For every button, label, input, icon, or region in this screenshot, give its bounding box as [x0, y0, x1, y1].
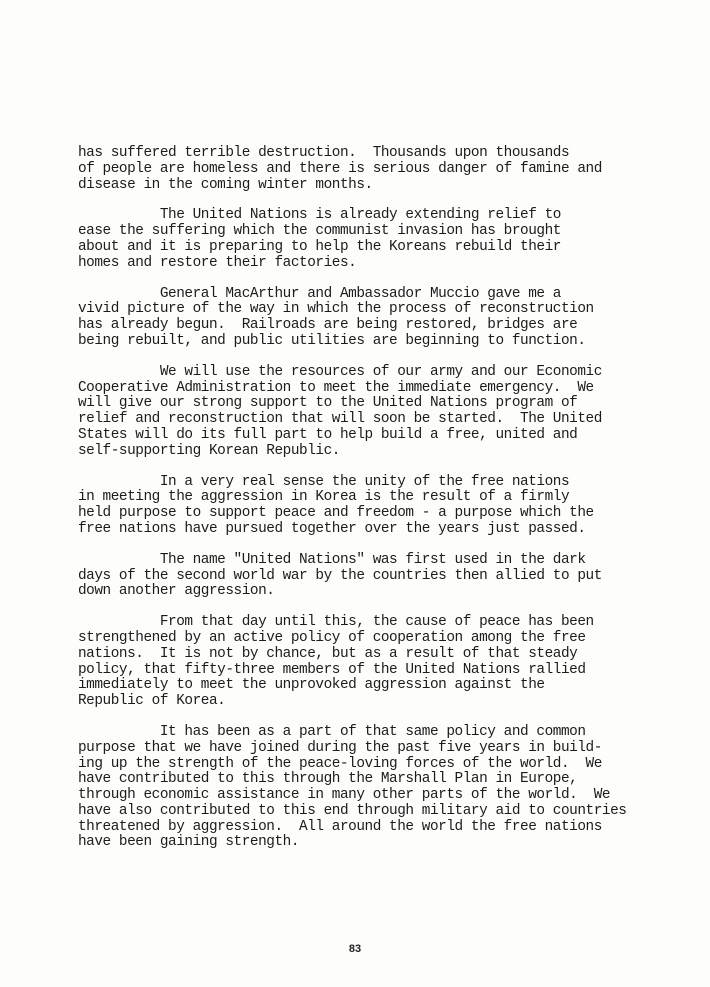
text-line: free nations have pursued together over the years just passed.	[78, 520, 586, 537]
text-line: purpose that we have joined during the past five years in build-	[78, 739, 602, 756]
text-line: General MacArthur and Ambassador Muccio gave me a	[78, 285, 561, 302]
text-line: about and it is preparing to help the Koreans rebuild their	[78, 238, 561, 255]
text-line: Cooperative Administration to meet the immediate emergency. We	[78, 379, 594, 396]
page-number: 83	[348, 943, 362, 955]
text-line: States will do its full part to help build a free, united and	[78, 426, 578, 443]
text-line: relief and reconstruction that will soon be started. The United	[78, 411, 602, 428]
text-line: has already begun. Railroads are being restored, bridges are	[78, 317, 578, 334]
text-line: days of the second world war by the countries then allied to put	[78, 567, 602, 584]
text-line: strengthened by an active policy of cooperation among the free	[78, 629, 586, 646]
text-line: Republic of Korea.	[78, 693, 226, 710]
text-line: threatened by aggression. All around the world the free nations	[78, 818, 602, 835]
text-line: ing up the strength of the peace-loving forces of the world. We	[78, 755, 602, 772]
text-line: From that day until this, the cause of peace has been	[78, 614, 594, 631]
paragraph	[78, 725, 638, 851]
text-line: through economic assistance in many other parts of the world. We	[78, 787, 611, 804]
text-line: down another aggression.	[78, 583, 275, 600]
text-line: self-supporting Korean Republic.	[78, 442, 340, 459]
paragraph	[78, 475, 638, 538]
paragraph	[78, 146, 638, 193]
paragraph	[78, 615, 638, 710]
text-line: in meeting the aggression in Korea is the result of a firmly	[78, 489, 570, 506]
text-line: ease the suffering which the communist invasion has brought	[78, 223, 561, 240]
text-line: vivid picture of the way in which the process of reconstruction	[78, 301, 594, 318]
text-line: policy, that fifty-three members of the United Nations rallied	[78, 661, 586, 678]
paragraph	[78, 287, 638, 350]
text-line: The name "United Nations" was first used in the dark	[78, 551, 586, 568]
text-line: It has been as a part of that same policy and common	[78, 723, 586, 740]
paragraph	[78, 553, 638, 600]
text-line: disease in the coming winter months.	[78, 176, 373, 193]
text-line: homes and restore their factories.	[78, 254, 357, 271]
text-line: In a very real sense the unity of the free nations	[78, 473, 570, 490]
text-line: have also contributed to this end through military aid to countries	[78, 802, 627, 819]
paragraph	[78, 208, 638, 271]
text-line: has suffered terrible destruction. Thousands upon thousands	[78, 145, 570, 161]
text-line: immediately to meet the unprovoked aggression against the	[78, 677, 545, 694]
body-text	[78, 146, 638, 866]
text-line: of people are homeless and there is serious danger of famine and	[78, 160, 602, 177]
text-line: We will use the resources of our army and our Economic	[78, 363, 602, 380]
paragraph	[78, 365, 638, 460]
text-line: have contributed to this through the Marshall Plan in Europe,	[78, 771, 578, 788]
text-line: being rebuilt, and public utilities are beginning to function.	[78, 332, 586, 349]
text-line: will give our strong support to the United Nations program of	[78, 395, 578, 412]
text-line: have been gaining strength.	[78, 834, 300, 851]
text-line: nations. It is not by chance, but as a result of that steady	[78, 645, 578, 662]
text-line: The United Nations is already extending relief to	[78, 207, 561, 224]
text-line: held purpose to support peace and freedom - a purpose which the	[78, 505, 594, 522]
